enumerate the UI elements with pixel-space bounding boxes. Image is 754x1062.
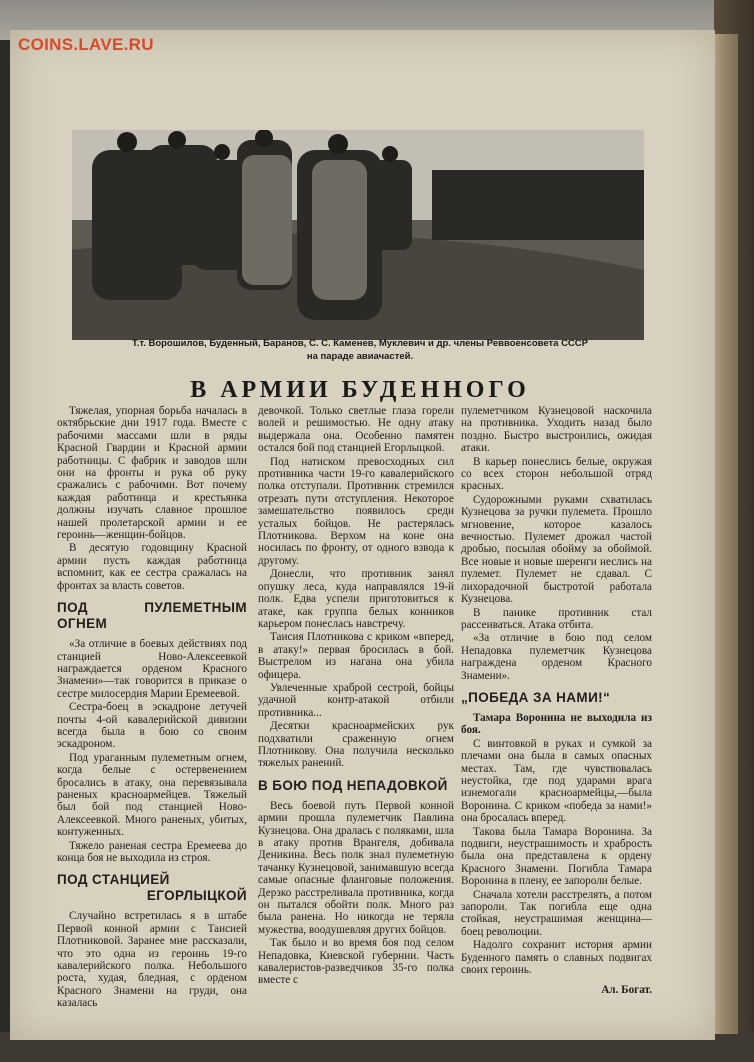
paragraph: «За отличие в бою под селом Непадовка пулеметчик Кузнецова награждена орденом Красного Знамени».: [461, 632, 652, 682]
paragraph: Случайно встретилась я в штабе Первой конной армии с Таисией Плотниковой. Заранее мне рассказали, что это одна из героинь 19-го кавалерийского полка. Небольшого роста, худая, бледная, с орденом Красного Знамени на груди, она казалась: [57, 910, 247, 1010]
section-heading-line-1: ПОД СТАНЦИЕЙ: [57, 872, 170, 888]
author-signature: Ал. Богат.: [601, 984, 652, 997]
paragraph: Тяжелая, упорная борьба началась в октябрьские дни 1917 года. Вместе с рабочими массами шли в ряды Красной Гвардии и Красной армии работницы. С фабрик и заводов шли они на фронты и рука об руку сражались с рабочими. Вот почему каждая работница и крестьянка должны изучать славное прошлое нашей пролетарской армии и ее героинь—женщин-бойцов.: [57, 405, 247, 542]
section-heading: [57, 872, 247, 888]
paragraph: пулеметчиком Кузнецовой наскочила на противника. Уходить назад было поздно. Быстро выстроились, ожидая атаки.: [461, 405, 652, 455]
paragraph: Увлеченные храброй сестрой, бойцы удачной контр-атакой отбили противника...: [258, 681, 454, 719]
watermark: COINS.LAVE.RU: [18, 35, 154, 54]
page-edge: [712, 34, 738, 1034]
paragraph: Сестра-боец в эскадроне летучей почты 4-ой кавалерийской дивизии всегда была в бою со своим эскадроном.: [57, 701, 247, 751]
paragraph: Надолго сохранит история армии Буденного память о славных подвигах своих героинь.: [461, 939, 652, 977]
section-heading-line-2: ЕГОРЛЫЦКОЙ: [146, 888, 247, 904]
paragraph: «За отличие в боевых действиях под станцией Ново-Алексеевкой награждается орденом Красного Знамени»—так говорится в приказе о сестре милосердия Марии Еремеевой.: [57, 638, 247, 700]
section-heading: ПОД ПУЛЕМЕТНЫМ ОГНЕМ: [57, 600, 247, 632]
paragraph: С винтовкой в руках и сумкой за плечами она была в самых опасных местах. Там, где чувствовалась неустойка, где под ударами врага изнемогали красноармейцы,—была Воронина. С криком «победа за нами!» она бросалась вперед.: [461, 737, 652, 825]
paragraph: девочкой. Только светлые глаза горели волей и решимостью. Не одну атаку выдержала она. Особенно памятен остался бой под станцией Егорлыцкой.: [258, 405, 454, 455]
caption-line-2: на параде авиачастей.: [306, 351, 414, 362]
column-2: [258, 405, 454, 988]
paragraph: Под натиском превосходных сил противника части 19-го кавалерийского полка отступали. Противник стремился отрезать пути отступления. Некоторое замешательство появилось среди усталых бойцов. Не растерялась Плотникова. Верхом на коне она носилась по фронту, от одного взвода к другому.: [258, 455, 454, 567]
caption-line-1: Т.т. Ворошилов, Буденный, Баранов, С. С. Каменев, Муклевич и др. члены Реввоенсовета СССР: [132, 338, 588, 349]
column-1: [57, 405, 247, 1011]
paragraph: В десятую годовщину Красной армии пусть каждая работница вспомнит, как ее сестра сражалась на фронтах за власть советов.: [57, 542, 247, 592]
paragraph: В панике противник стал рассеиваться. Атака отбита.: [461, 606, 652, 631]
parade-photo: [72, 130, 644, 340]
paragraph: Тамара Воронина не выходила из боя.: [461, 711, 652, 737]
paragraph: Весь боевой путь Первой конной армии прошла пулеметчик Павлина Кузнецова. Она дралась с поляками, шла в атаку против Врангеля, добивала Деникина. Весь полк знал пулеметную тачанку Кузнецовой, занимавшую всегда самые опасные фланговые положения. Дерзко расстреливала противника, когда он пытался обойти полк. Много раз была ранена. Но никогда не теряла мужества, воодушевляя других бойцов.: [258, 799, 454, 936]
parade-photo-image: [72, 130, 644, 340]
paragraph: Судорожными руками схватилась Кузнецова за ручки пулемета. Прошло мгновение, которое казалось вечностью. Пулемет дрожал частой дробью, посылая обойму за обоймой. Все новые и новые шеренги неслись на пулемет. Пулемет не сдавал. С лихорадочной быстротой работала Кузнецова.: [461, 493, 652, 606]
photo-caption: [80, 337, 640, 363]
paragraph: Под ураганным пулеметным огнем, когда белые с остервенением бросались в атаку, она перевязывала раненых красноармейцев. Тяжелый был бой под станцией Ново-Алексеевкой. Много раненых, убитых, контуженных.: [57, 751, 247, 839]
paragraph: Донесли, что противник занял опушку леса, куда направлялся 19-й полк. Едва успели приготовиться к атаке, как группа белых конников карьером понеслась навстречу.: [258, 568, 454, 630]
article-title: В АРМИИ БУДЕННОГО: [190, 377, 530, 403]
paragraph: Так было и во время боя под селом Непадовка, Киевской губернии. Часть кавалеристов-разведчиков 35-го полка вместе с: [258, 937, 454, 987]
column-3: [461, 405, 652, 997]
paragraph: Сначала хотели расстрелять, а потом запороли. Так погибла еще одна стойкая, неустрашимая женщина—боец революции.: [461, 888, 652, 938]
paragraph: В карьер понеслись белые, окружая со всех сторон небольшой отряд красных.: [461, 455, 652, 493]
paragraph: Такова была Тамара Воронина. За подвиги, неустрашимость и храбрость была она представлена к ордену Красного Знамени. Погибла Тамара Воронина в плену, ее запороли белые.: [461, 825, 652, 888]
section-heading: В БОЮ ПОД НЕПАДОВКОЙ: [258, 777, 448, 793]
paragraph: Тяжело раненая сестра Еремеева до конца боя не выходила из строя.: [57, 839, 247, 864]
section-heading: [57, 888, 247, 904]
paragraph: Десятки красноармейских рук подхватили сраженную огнем Плотникову. Она получила несколько тяжелых ранений.: [258, 720, 454, 770]
section-heading: „ПОБЕДА ЗА НАМИ!“: [461, 689, 611, 705]
paragraph: Таисия Плотникова с криком «вперед, в атаку!» первая бросилась в бой. Выстрелом из нагана она убила офицера.: [258, 631, 454, 681]
